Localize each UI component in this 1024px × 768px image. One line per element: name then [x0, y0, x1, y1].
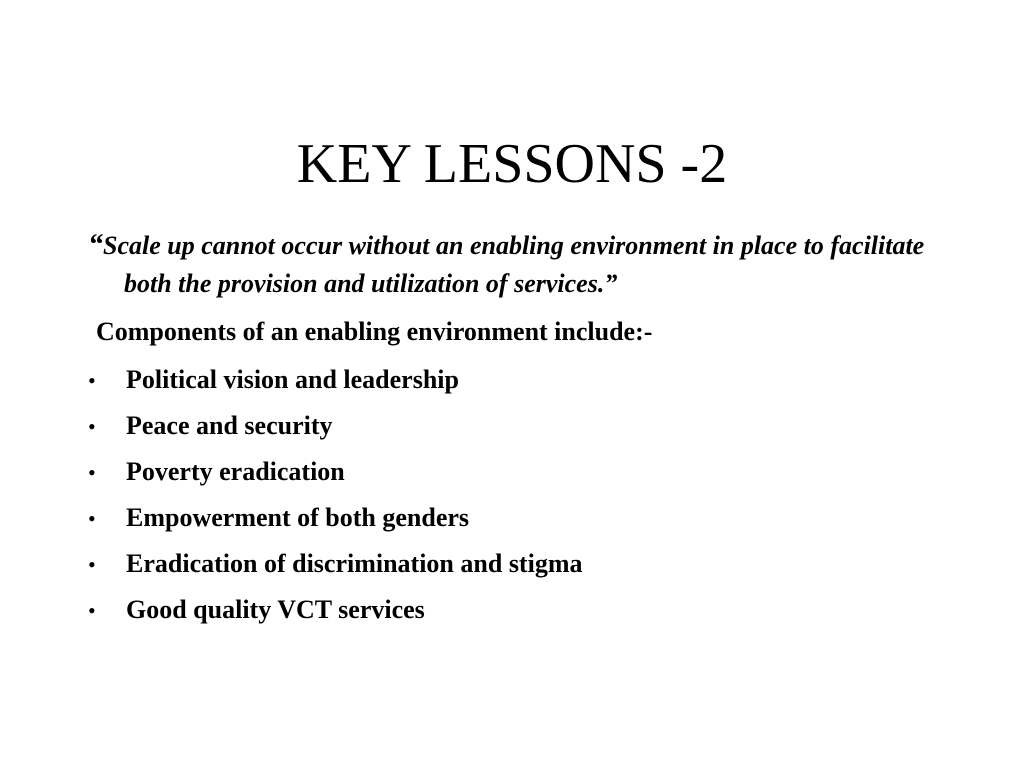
list-item [88, 449, 968, 495]
list-item-text: Empowerment of both genders [126, 503, 470, 532]
bullet-icon: • [88, 460, 96, 485]
list-item-text: Poverty eradication [126, 457, 345, 486]
list-item [88, 403, 968, 449]
quote-open-mark: “ [88, 228, 103, 261]
list-item-text: Peace and security [126, 411, 333, 440]
components-list [88, 357, 968, 633]
slide-body [88, 226, 968, 633]
components-intro: Components of an enabling environment include:- [96, 317, 653, 346]
bullet-icon: • [88, 598, 96, 623]
list-item-text: Political vision and leadership [126, 365, 459, 394]
list-item-text: Eradication of discrimination and stigma [126, 549, 583, 578]
slide-title: KEY LESSONS -2 [296, 133, 728, 195]
bullet-icon: • [88, 506, 96, 531]
list-item [88, 495, 968, 541]
quote-close-mark: .” [597, 269, 618, 298]
bullet-icon: • [88, 552, 96, 577]
bullet-icon: • [88, 368, 96, 393]
list-item [88, 541, 968, 587]
bullet-icon: • [88, 414, 96, 439]
list-item [88, 587, 968, 633]
list-item [88, 357, 968, 403]
quote-text: Scale up cannot occur without an enabling environment in place to facilitate both the provision and utilization of services [103, 231, 925, 298]
list-item-text: Good quality VCT services [126, 595, 425, 624]
quote-paragraph [88, 226, 968, 303]
